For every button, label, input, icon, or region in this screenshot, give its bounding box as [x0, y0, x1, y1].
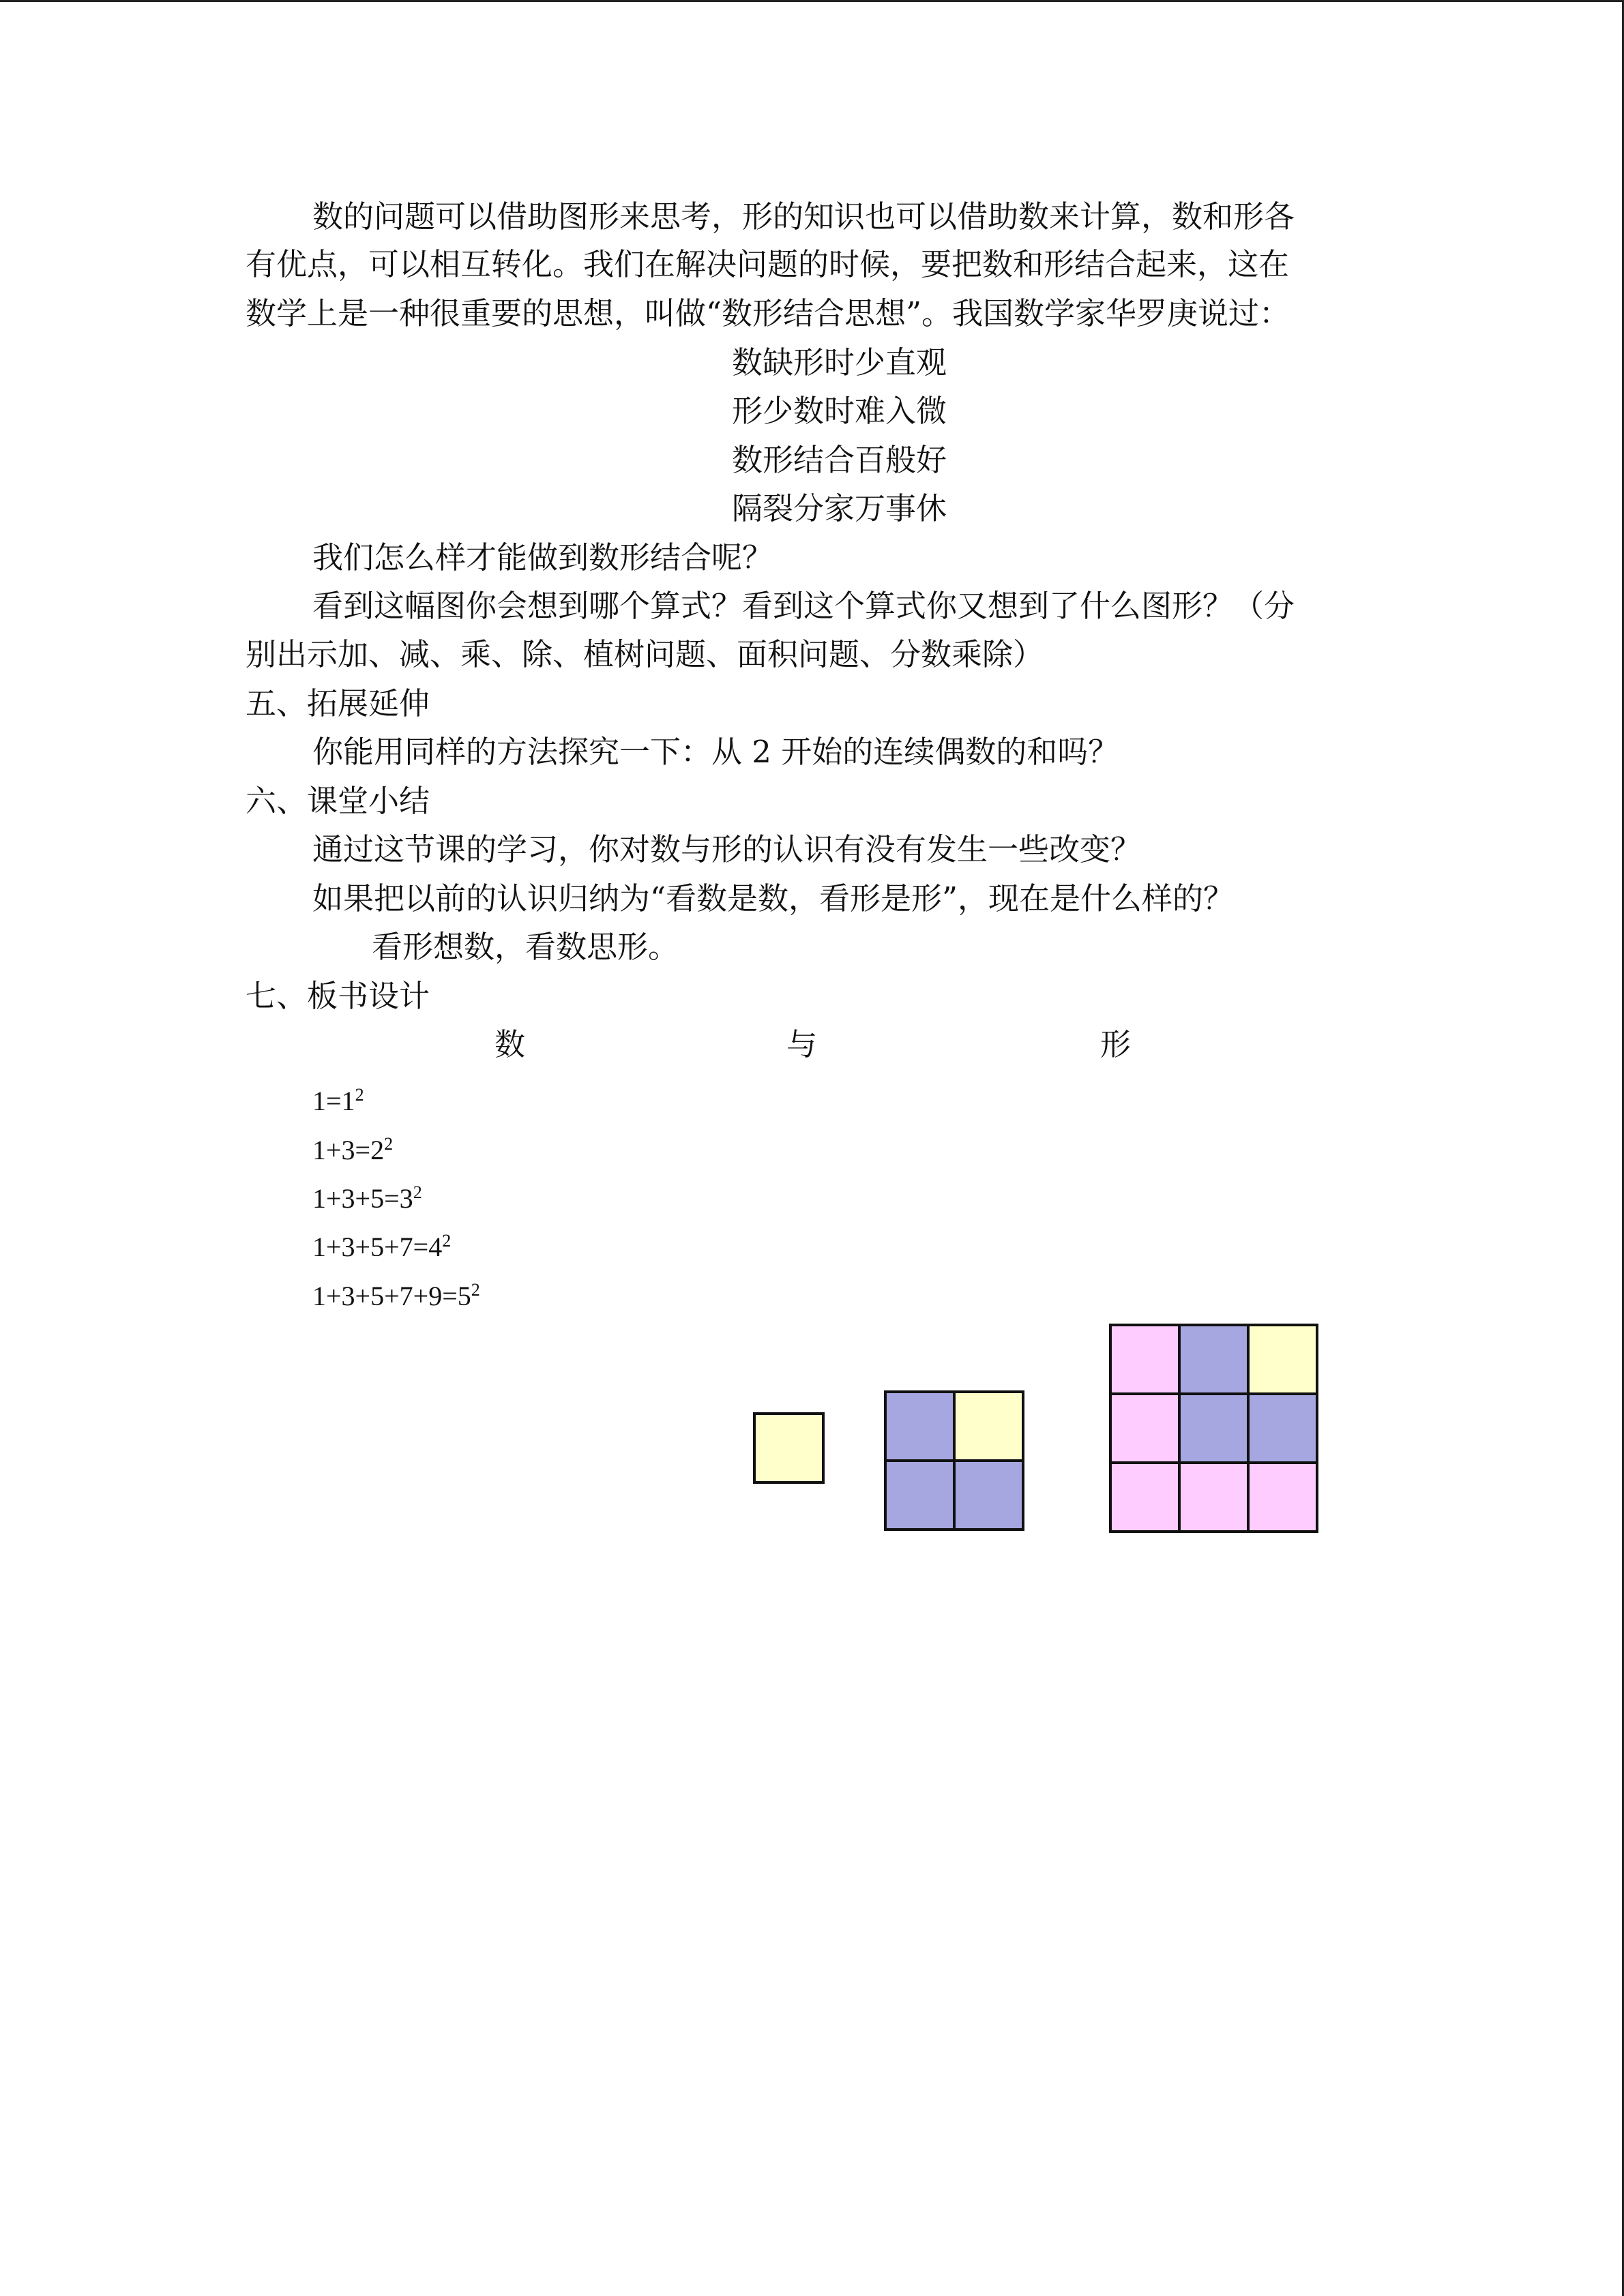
cell-purple [1248, 1394, 1317, 1463]
section-6-text-1: 通过这节课的学习，你对数与形的认识有没有发生一些改变？ [312, 831, 1142, 867]
section-5-text: 你能用同样的方法探究一下：从 2 开始的连续偶数的和吗？ [312, 734, 1119, 770]
poem-line-2: 形少数时难入微 [732, 393, 947, 429]
formula-2-exponent: 2 [384, 1134, 394, 1154]
cell-purple [1179, 1394, 1248, 1463]
intro-line-3: 数学上是一种很重要的思想，叫做“数形结合思想”。我国数学家华罗庚说过： [246, 295, 1290, 331]
formula-1-expr: 1=1 [312, 1086, 355, 1116]
formula-5-expr: 1+3+5+7+9=5 [312, 1281, 471, 1311]
formula-5-exponent: 2 [471, 1280, 480, 1300]
cell-pink [1110, 1325, 1179, 1394]
cell-pink [1248, 1463, 1317, 1532]
cell-purple [885, 1392, 954, 1461]
board-title-yu: 与 [786, 1026, 818, 1062]
cell-yellow [954, 1392, 1023, 1461]
cell-pink [1179, 1463, 1248, 1532]
board-title-xing: 形 [1100, 1026, 1132, 1062]
formula-3-exponent: 2 [413, 1182, 422, 1202]
cell-pink [1110, 1463, 1179, 1532]
section-5-heading: 五、拓展延伸 [246, 685, 430, 721]
section-6-text-3: 看形想数，看数思形。 [372, 929, 679, 965]
cell-pink [1110, 1394, 1179, 1463]
section-6-heading: 六、课堂小结 [246, 783, 430, 819]
formula-4-exponent: 2 [442, 1231, 452, 1251]
question-2-line-2: 别出示加、减、乘、除、植树问题、面积问题、分数乘除） [246, 636, 1044, 672]
formula-2-expr: 1+3=2 [312, 1135, 385, 1165]
question-2-line-1: 看到这幅图你会想到哪个算式？看到这个算式你又想到了什么图形？（分 [312, 588, 1295, 624]
figure-3x3 [1110, 1325, 1317, 1532]
question-1: 我们怎么样才能做到数形结合呢？ [312, 539, 773, 576]
cell-purple [954, 1461, 1023, 1530]
poem-line-3: 数形结合百般好 [732, 442, 947, 478]
section-6-text-2: 如果把以前的认识归纳为“看数是数，看形是形”，现在是什么样的？ [312, 880, 1235, 916]
cell-yellow [754, 1414, 823, 1482]
formula-1-exponent: 2 [355, 1085, 364, 1105]
intro-line-1: 数的问题可以借助图形来思考，形的知识也可以借助数来计算，数和形各 [312, 198, 1295, 235]
cell-purple [885, 1461, 954, 1530]
cell-yellow [1248, 1325, 1317, 1394]
formula-4-expr: 1+3+5+7=4 [312, 1232, 443, 1262]
board-title-shu: 数 [494, 1026, 526, 1062]
poem-line-4: 隔裂分家万事休 [732, 490, 947, 526]
section-7-heading: 七、板书设计 [246, 978, 430, 1014]
poem-line-1: 数缺形时少直观 [732, 344, 947, 381]
formula-3-expr: 1+3+5=3 [312, 1183, 413, 1214]
figure-2x2 [885, 1392, 1023, 1530]
intro-line-2: 有优点，可以相互转化。我们在解决问题的时候，要把数和形结合起来，这在 [246, 246, 1290, 282]
figure-1x1 [754, 1414, 823, 1482]
cell-purple [1179, 1325, 1248, 1394]
